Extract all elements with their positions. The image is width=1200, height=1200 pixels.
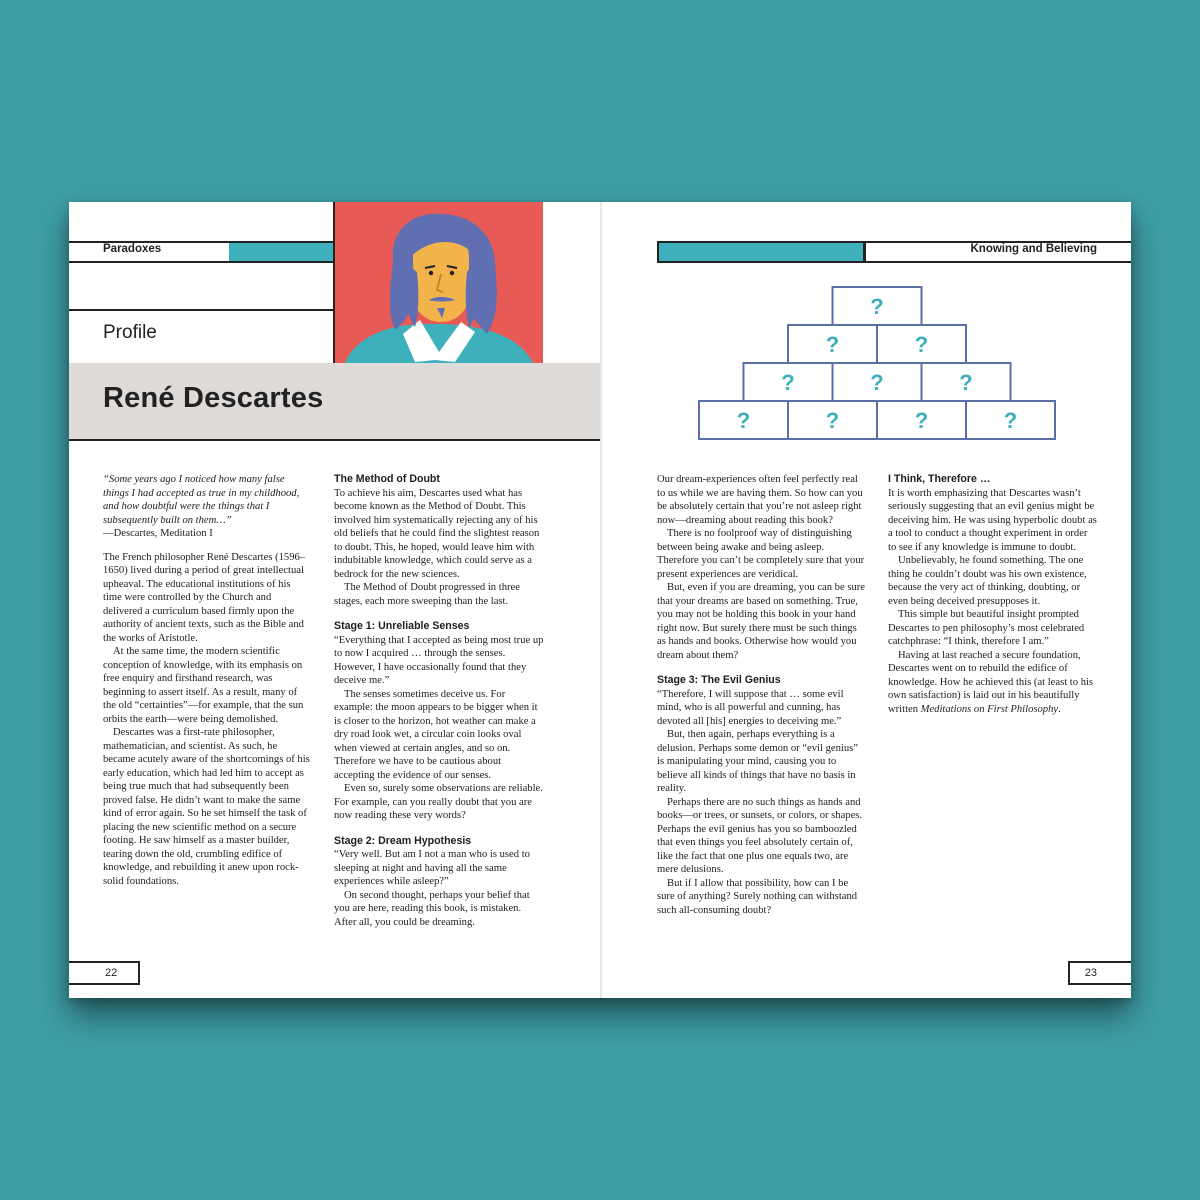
book-spine (600, 202, 602, 998)
body-paragraph: Perhaps there are no such things as hands and books—or trees, or sunsets, or colors, or shapes. Perhaps the evil genius has you so bamboozled that even things you feel absolutely certain of, like the fact that one plus one equals two, are mere delusions. (657, 796, 863, 875)
footer-rule (69, 961, 139, 963)
section-heading: Stage 2: Dream Hypothesis (334, 834, 472, 847)
body-paragraph: This simple but beautiful insight prompted Descartes to pen philosophy’s most celebrated catchphrase: “I think, therefore I am.” (888, 609, 1085, 647)
header-rule (865, 261, 1131, 263)
profile-rule (69, 309, 335, 311)
header-accent-bar (229, 241, 335, 263)
column-2 (334, 473, 544, 929)
question-mark-icon: ? (870, 370, 884, 395)
footer-divider (138, 961, 140, 985)
descartes-portrait (335, 202, 543, 363)
body-paragraph: Our dream-experiences often feel perfectly real to us while we are having them. So how can you be absolutely certain that you’re not asleep right now—dreaming about reading this book? (657, 474, 863, 526)
body-paragraph: The Method of Doubt progressed in three stages, each more sweeping than the last. (334, 582, 520, 607)
body-paragraph: But, then again, perhaps everything is a delusion. Perhaps some demon or “evil genius” is manipulating your mind, causing you to believe all kinds of things that have no basis in reality. (657, 729, 858, 794)
question-mark-icon: ? (781, 370, 795, 395)
footer-rule (1069, 961, 1131, 963)
body-paragraph: To achieve his aim, Descartes used what has become known as the Method of Doubt. This involved him systematically rejecting any of his old beliefs that he could find the slightest reason to doubt. This, he hoped, would leave him with indubitable knowledge, which could serve as a bedrock for the new sciences. (334, 487, 540, 580)
section-heading: Stage 3: The Evil Genius (657, 674, 781, 686)
section-heading: Stage 1: Unreliable Senses (334, 620, 470, 632)
body-paragraph: Descartes was a first-rate philosopher, mathematician, and scientist. As such, he became acutely aware of the shortcomings of his early education, which had led him to accept as being true much that had subsequently been proved false. He didn’t want to make the same kind of error again. So he set himself the task of placing the new scientific method on a secure footing. He saw himself as a master builder, tearing down the old, crumbling edifice of knowledge, and rebuilding it anew upon rock-solid foundations. (103, 727, 310, 887)
book-spread (69, 202, 1131, 998)
body-paragraph: The French philosopher René Descartes (1596–1650) lived during a period of great intellectual upheaval. The educational institutions of his time were controlled by the Church and delivered a curriculum based firmly upon the authority of ancient texts, such as the Bible and the works of Aristotle. (103, 551, 306, 644)
quote-paragraph: “Everything that I accepted as being most true up to now I acquired … through the senses. However, I have occasionally found that they deceive me.” (334, 634, 544, 686)
section-heading: The Method of Doubt (334, 473, 440, 485)
section-heading: I Think, Therefore … (888, 473, 991, 485)
body-paragraph: But, even if you are dreaming, you can be sure that your dreams are based on something. True, you may not be holding this book in your hand right now. But surely there must be such things as hands and books. Otherwise how would you dream about them? (657, 582, 865, 661)
body-paragraph (888, 649, 1098, 717)
body-paragraph: But if I allow that possibility, how can I be sure of anything? Surely nothing can withstand such all-consuming doubt? (657, 877, 858, 916)
question-mark-icon: ? (825, 408, 840, 433)
body-paragraph: Even so, surely some observations are reliable. For example, can you really doubt that you are now reading these very words? (334, 783, 543, 821)
body-paragraph: At the same time, the modern scientific conception of knowledge, with its emphasis on free enquiry and firsthand research, was beginning to assert itself. As a result, many of the old “certainties”—for example, that the sun orbits the earth—were being demolished. (103, 646, 304, 725)
body-paragraph: Unbelievably, he found something. The one thing he couldn’t doubt was his own existence, because the very act of thinking, doubting, or even being deceived presupposes it. (888, 555, 1087, 607)
question-mark-icon: ? (736, 408, 751, 433)
quote-paragraph: “Therefore, I will suppose that … some evil mind, who is all powerful and cunning, has devoted all [his] energies to deceiving me.” (657, 688, 844, 727)
footer-rule (1069, 983, 1131, 985)
footer-divider (1068, 961, 1070, 985)
question-mark-icon: ? (914, 332, 929, 357)
body-paragraph: On second thought, perhaps your belief that you are here, reading this book, is mistaken. After all, you could be dreaming. (334, 889, 530, 928)
quote-paragraph: “Very well. But am I not a man who is used to sleeping at night and having all the same experiences while asleep?” (334, 849, 530, 887)
book-title: Meditations on First Philosophy (920, 703, 1059, 715)
question-mark-pyramid (698, 286, 1058, 446)
page-number-right: 23 (1084, 967, 1097, 979)
column-1 (103, 473, 311, 888)
question-mark-icon: ? (870, 294, 884, 319)
header-accent-bar (657, 241, 865, 263)
question-mark-icon: ? (959, 370, 973, 395)
running-head-left: Paradoxes (103, 243, 162, 255)
section-label: Profile (103, 322, 157, 343)
question-mark-icon: ? (825, 332, 840, 357)
column-4 (888, 473, 1098, 716)
epigraph: “Some years ago I noticed how many false things I had accepted as true in my childhood, and how doubtful were the things that I subsequently built on them…” (103, 474, 300, 526)
page-title: René Descartes (103, 382, 324, 414)
footer-rule (69, 983, 139, 985)
body-text: Having at last reached a secure foundation, Descartes went on to rebuild the edifice of knowledge. How he achieved this (at least to his own satisfaction) is laid out in his beautifully written (888, 649, 1094, 715)
body-paragraph: The senses sometimes deceive us. For example: the moon appears to be bigger when it is closer to the horizon, hot weather can make a dry road look wet, a circular coin looks oval when viewed at certain angles, and so on. Therefore we have to be cautious about accepting the evidence of our senses. (334, 688, 538, 781)
header-divider (864, 241, 866, 263)
epigraph-attribution: —Descartes, Meditation I (103, 528, 213, 539)
body-paragraph: It is worth emphasizing that Descartes wasn’t seriously suggesting that an evil genius might be deceiving him. He was using hyperbolic doubt as a tool to conduct a thought experiment in order to see if any knowledge is immune to doubt. (888, 487, 1097, 553)
body-text: . (1058, 703, 1061, 715)
running-head-right: Knowing and Believing (970, 243, 1097, 255)
body-paragraph: There is no foolproof way of distinguishing between being awake and being asleep. Therefore you can’t be completely sure that your present experiences are veridical. (657, 528, 865, 580)
column-3 (657, 473, 867, 917)
page-number-left: 22 (105, 967, 118, 979)
question-mark-icon: ? (1003, 408, 1018, 433)
question-mark-icon: ? (914, 408, 929, 433)
